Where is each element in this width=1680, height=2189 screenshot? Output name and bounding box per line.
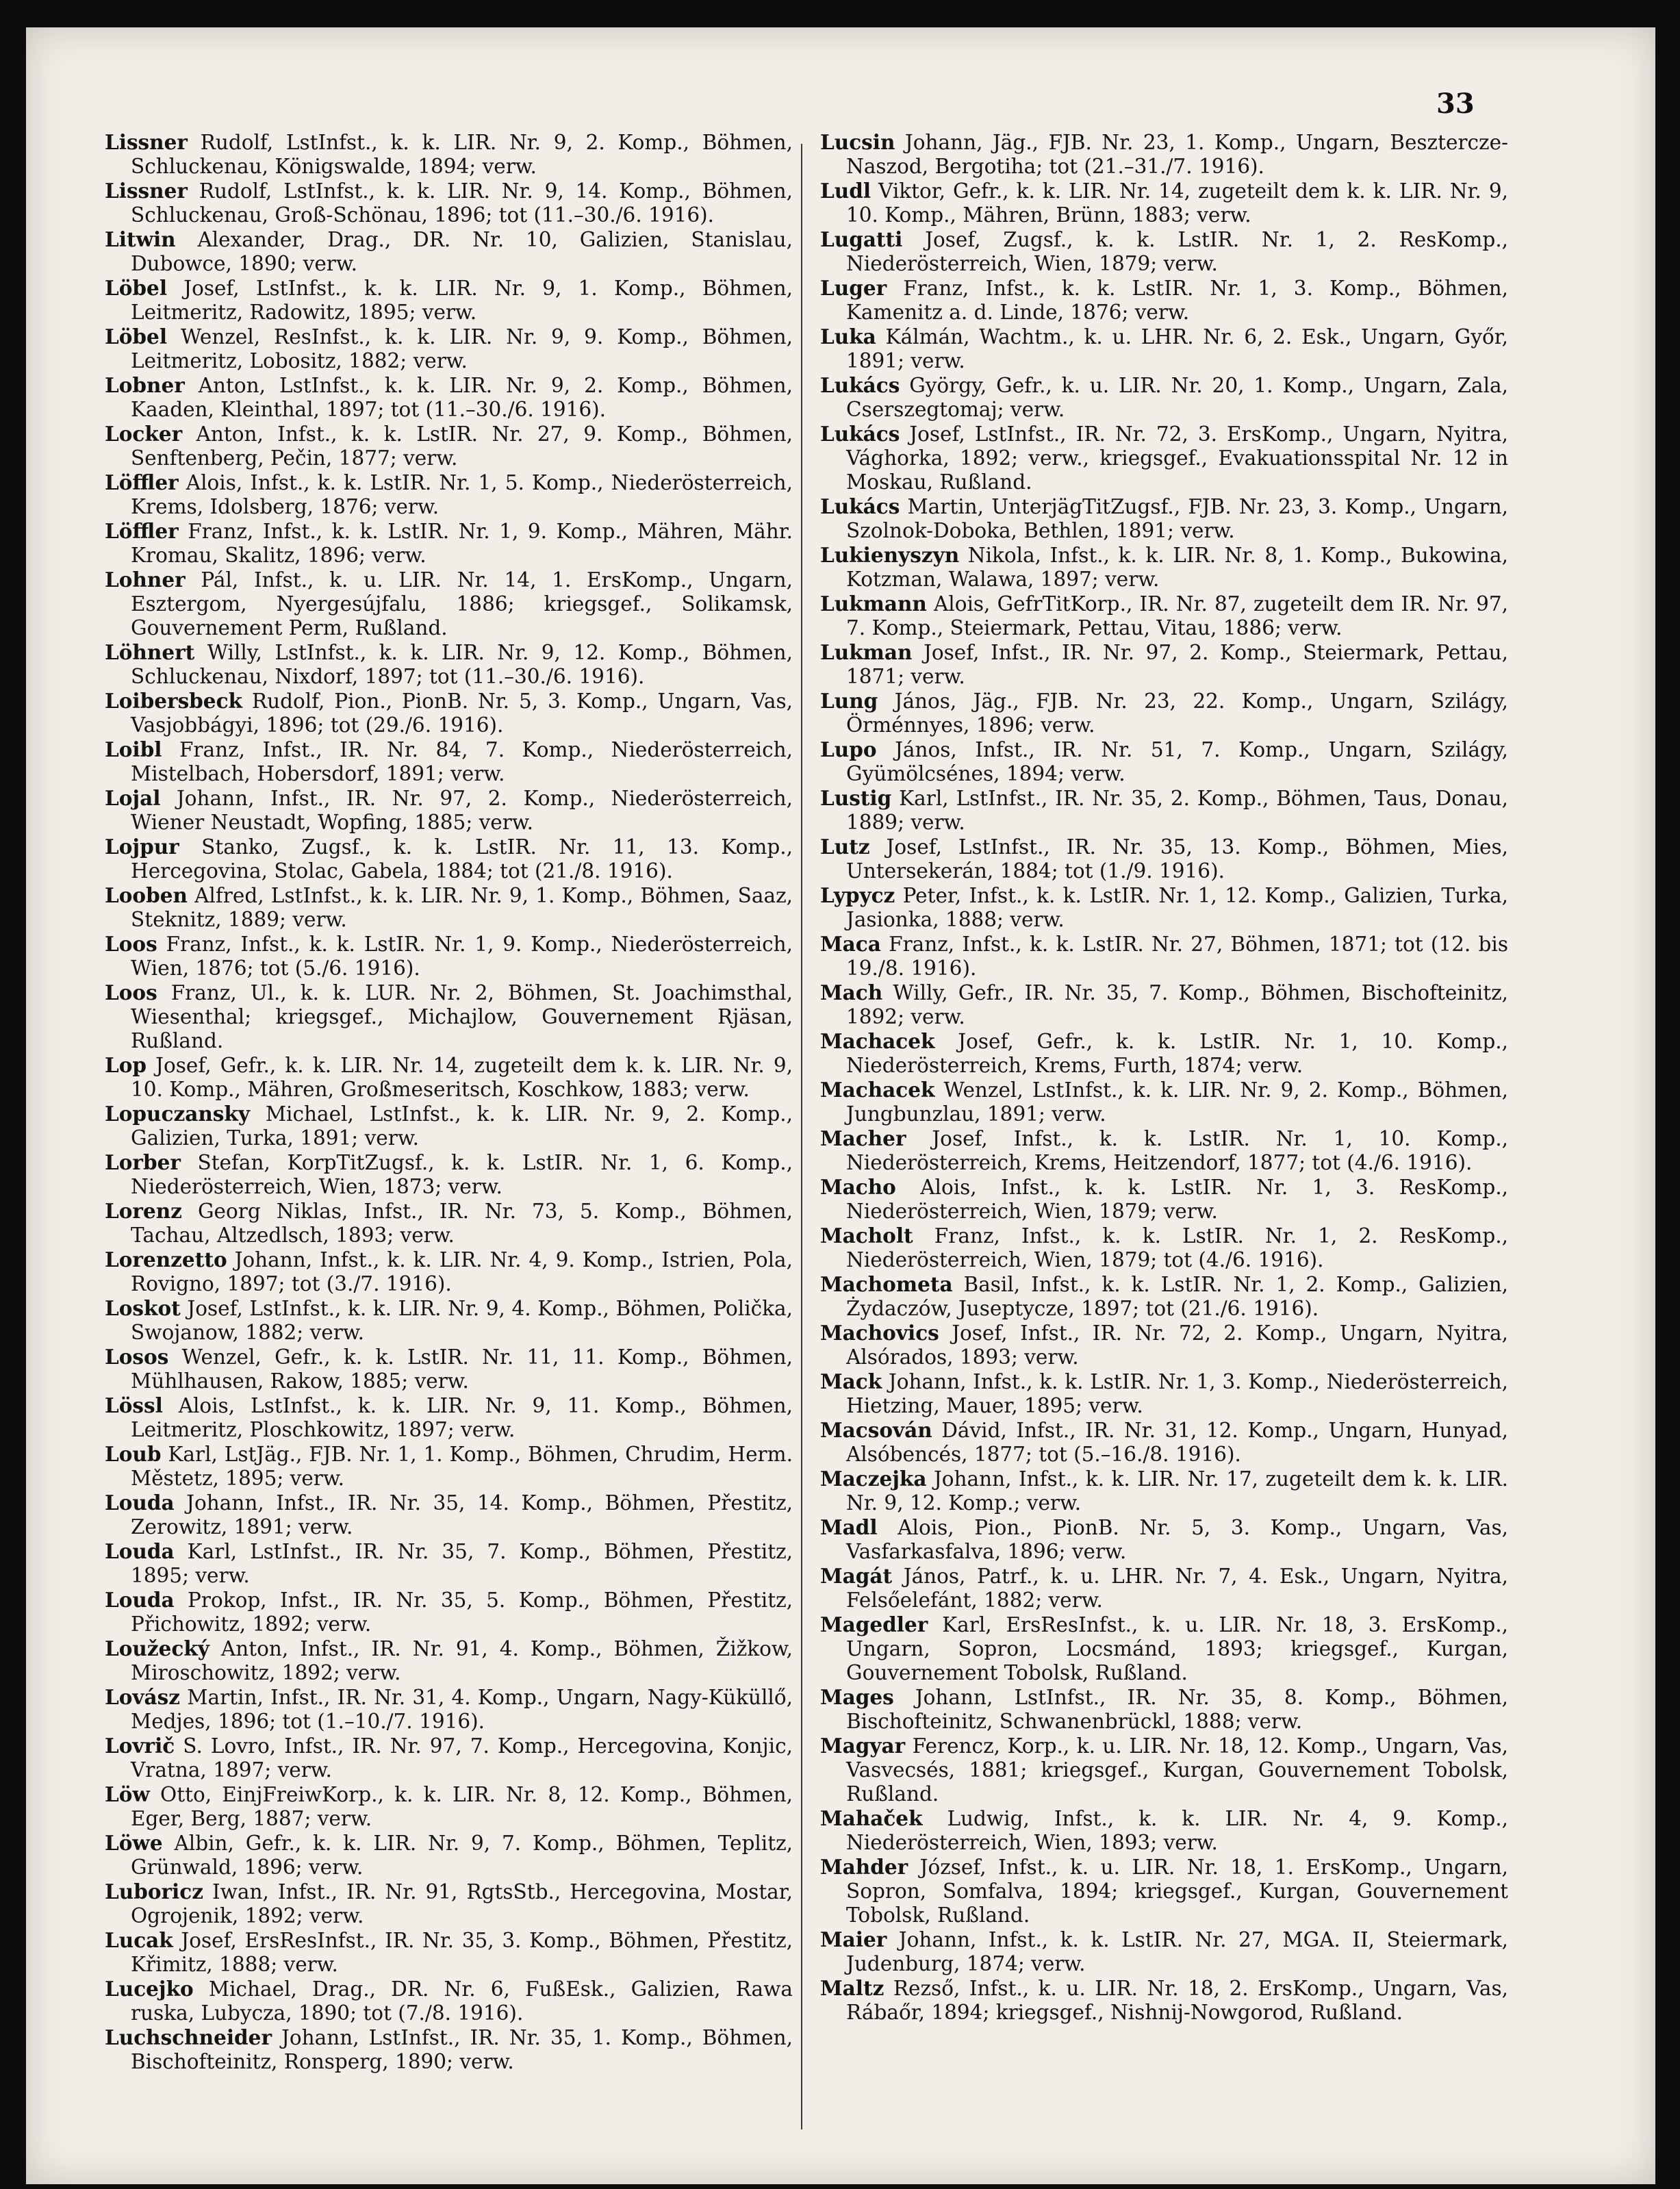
- entry-surname: Lucak: [105, 1928, 173, 1952]
- entry-details: Anton, Infst., k. k. LstIR. Nr. 27, 9. Komp., Böhmen, Senftenberg, Pečin, 1877; verw.: [131, 422, 793, 470]
- entry-details: Wenzel, ResInfst., k. k. LIR. Nr. 9, 9. Komp., Böhmen, Leitmeritz, Lobositz, 1882; verw.: [131, 325, 793, 372]
- entry-surname: Louda: [105, 1588, 175, 1612]
- entry-details: Peter, Infst., k. k. LstIR. Nr. 1, 12. Komp., Galizien, Turka, Jasionka, 1888; verw.: [846, 884, 1508, 931]
- casualty-entry: [820, 689, 1508, 737]
- entry-surname: Löffler: [105, 519, 179, 543]
- entry-details: Josef, Infst., IR. Nr. 97, 2. Komp., Steiermark, Pettau, 1871; verw.: [846, 641, 1508, 688]
- entry-details: Michael, Drag., DR. Nr. 6, FußEsk., Galizien, Rawa ruska, Lubycza, 1890; tot (7./8. 1916).: [131, 1977, 793, 2025]
- entry-details: Johann, Jäg., FJB. Nr. 23, 1. Komp., Ungarn, Besztercze-Naszod, Bergotiha; tot (21.–31./7. 1916).: [846, 131, 1508, 178]
- entry-details: Albin, Gefr., k. k. LIR. Nr. 9, 7. Komp., Böhmen, Teplitz, Grünwald, 1896; verw.: [131, 1832, 793, 1879]
- entry-details: Willy, Gefr., IR. Nr. 35, 7. Komp., Böhmen, Bischofteinitz, 1892; verw.: [846, 981, 1508, 1028]
- casualty-entry: [105, 1296, 793, 1345]
- right-column: [820, 130, 1508, 2025]
- entry-details: Johann, Infst., k. k. LIR. Nr. 17, zugeteilt dem k. k. LIR. Nr. 9, 12. Komp.; verw.: [846, 1467, 1508, 1515]
- entry-details: Josef, LstInfst., IR. Nr. 35, 13. Komp., Böhmen, Mies, Untersekerán, 1884; tot (1./9. 1916).: [846, 835, 1508, 883]
- entry-surname: Lorber: [105, 1150, 181, 1174]
- entry-details: János, Infst., IR. Nr. 51, 7. Komp., Ungarn, Szilágy, Gyümölcsénes, 1894; verw.: [846, 738, 1508, 785]
- entry-details: Stanko, Zugsf., k. k. LstIR. Nr. 11, 13. Komp., Hercegovina, Stolac, Gabela, 1884; tot (21./8. 1916).: [131, 835, 793, 883]
- entry-surname: Lukács: [820, 422, 900, 446]
- entry-details: Alfred, LstInfst., k. k. LIR. Nr. 9, 1. Komp., Böhmen, Saaz, Steknitz, 1889; verw.: [131, 884, 793, 931]
- entry-surname: Mahder: [820, 1855, 908, 1879]
- entry-surname: Lutz: [820, 835, 870, 859]
- casualty-entry: [105, 786, 793, 835]
- entry-details: Basil, Infst., k. k. LstIR. Nr. 1, 2. Komp., Galizien, Żydaczów, Juseptycze, 1897; tot (21./6. 1916).: [846, 1273, 1508, 1320]
- entry-details: Anton, LstInfst., k. k. LIR. Nr. 9, 2. Komp., Böhmen, Kaaden, Kleinthal, 1897; tot (11.–30./6. 1916).: [131, 374, 793, 421]
- casualty-entry: [820, 932, 1508, 980]
- entry-details: Josef, ErsResInfst., IR. Nr. 35, 3. Komp., Böhmen, Přestitz, Křimitz, 1888; verw.: [131, 1929, 793, 1976]
- casualty-entry: [820, 1685, 1508, 1734]
- entry-details: Johann, Infst., k. k. LIR. Nr. 4, 9. Komp., Istrien, Pola, Rovigno, 1897; tot (3./7. 1916).: [131, 1248, 793, 1295]
- entry-details: Franz, Infst., k. k. LstIR. Nr. 1, 2. ResKomp., Niederösterreich, Wien, 1879; tot (4./6. 1916).: [846, 1224, 1508, 1271]
- entry-surname: Maczejka: [820, 1467, 927, 1491]
- entry-surname: Luger: [820, 276, 887, 300]
- entry-details: Rezső, Infst., k. u. LIR. Nr. 18, 2. ErsKomp., Ungarn, Vas, Rábaőr, 1894; kriegsgef., Nishnij-Nowgorod, Rußland.: [846, 1977, 1508, 2024]
- entry-details: Alois, Infst., k. k. LstIR. Nr. 1, 5. Komp., Niederösterreich, Krems, Idolsberg, 1876; verw.: [131, 471, 793, 518]
- entry-details: József, Infst., k. u. LIR. Nr. 18, 1. ErsKomp., Ungarn, Sopron, Somfalva, 1894; kriegsgef., Kurgan, Gouvernement Tobolsk, Rußland.: [846, 1856, 1508, 1927]
- casualty-entry: [820, 1418, 1508, 1467]
- entry-surname: Macsován: [820, 1418, 932, 1442]
- entry-details: Franz, Infst., k. k. LstIR. Nr. 1, 3. Komp., Böhmen, Kamenitz a. d. Linde, 1876; verw.: [846, 277, 1508, 324]
- entry-details: Alois, GefrTitKorp., IR. Nr. 87, zugeteilt dem IR. Nr. 97, 7. Komp., Steiermark, Pettau, Vitau, 1886; verw.: [846, 592, 1508, 640]
- casualty-entry: [105, 1393, 793, 1442]
- casualty-entry: [105, 1248, 793, 1296]
- entry-details: Alois, LstInfst., k. k. LIR. Nr. 9, 11. Komp., Böhmen, Leitmeritz, Ploschkowitz, 1897; verw.: [131, 1394, 793, 1441]
- casualty-entry: [105, 568, 793, 640]
- entry-surname: Löbel: [105, 276, 168, 300]
- entry-details: Franz, Infst., k. k. LstIR. Nr. 27, Böhmen, 1871; tot (12. bis 19./8. 1916).: [846, 933, 1508, 980]
- casualty-entry: [820, 1734, 1508, 1806]
- entry-surname: Madl: [820, 1515, 878, 1539]
- casualty-entry: [105, 1199, 793, 1248]
- entry-details: Josef, LstInfst., IR. Nr. 72, 3. ErsKomp., Ungarn, Nyitra, Vághorka, 1892; verw., kriegsgef., Evakuationsspital Nr. 12 in Moskau, Rußland.: [846, 422, 1508, 494]
- entry-surname: Luboricz: [105, 1880, 203, 1903]
- casualty-entry: [105, 1831, 793, 1880]
- casualty-entry: [105, 1053, 793, 1102]
- casualty-entry: [105, 1928, 793, 1977]
- entry-details: S. Lovro, Infst., IR. Nr. 97, 7. Komp., Hercegovina, Konjic, Vratna, 1897; verw.: [131, 1734, 793, 1782]
- casualty-entry: [105, 932, 793, 980]
- entry-surname: Lobner: [105, 373, 185, 397]
- casualty-entry: [105, 179, 793, 227]
- casualty-entry: [820, 276, 1508, 325]
- entry-surname: Lung: [820, 689, 878, 713]
- casualty-entry: [820, 1976, 1508, 2025]
- casualty-entry: [820, 1467, 1508, 1515]
- casualty-entry: [105, 1539, 793, 1588]
- casualty-entry: [820, 835, 1508, 883]
- casualty-entry: [105, 1442, 793, 1491]
- entry-details: Karl, ErsResInfst., k. u. LIR. Nr. 18, 3. ErsKomp., Ungarn, Sopron, Locsmánd, 1893; kriegsgef., Kurgan, Gouvernement Tobolsk, Rußland.: [846, 1613, 1508, 1684]
- entry-surname: Mach: [820, 980, 883, 1004]
- entry-surname: Lugatti: [820, 227, 903, 251]
- entry-details: Kálmán, Wachtm., k. u. LHR. Nr. 6, 2. Esk., Ungarn, Győr, 1891; verw.: [846, 325, 1508, 372]
- entry-details: Josef, LstInfst., k. k. LIR. Nr. 9, 1. Komp., Böhmen, Leitmeritz, Radowitz, 1895; verw.: [131, 277, 793, 324]
- casualty-entry: [820, 737, 1508, 786]
- entry-surname: Luchschneider: [105, 2025, 272, 2049]
- entry-details: Martin, UnterjägTitZugsf., FJB. Nr. 23, 3. Komp., Ungarn, Szolnok-Doboka, Bethlen, 1891; verw.: [846, 495, 1508, 542]
- casualty-entry: [105, 276, 793, 325]
- entry-surname: Machacek: [820, 1029, 935, 1053]
- casualty-entry: [820, 980, 1508, 1029]
- entry-surname: Loibersbeck: [105, 689, 242, 713]
- entry-surname: Machovics: [820, 1321, 939, 1345]
- entry-details: János, Jäg., FJB. Nr. 23, 22. Komp., Ungarn, Szilágy, Örménnyes, 1896; verw.: [846, 689, 1508, 737]
- entry-details: Ludwig, Infst., k. k. LIR. Nr. 4, 9. Komp., Niederösterreich, Wien, 1893; verw.: [846, 1807, 1508, 1854]
- casualty-entry: [105, 640, 793, 689]
- entry-surname: Ludl: [820, 179, 871, 203]
- entry-details: Dávid, Infst., IR. Nr. 31, 12. Komp., Ungarn, Hunyad, Alsóbencés, 1877; tot (5.–16./8. 1916).: [846, 1419, 1508, 1466]
- entry-surname: Litwin: [105, 227, 176, 251]
- entry-surname: Luka: [820, 325, 876, 349]
- entry-surname: Loub: [105, 1442, 162, 1466]
- entry-surname: Lucejko: [105, 1977, 194, 2001]
- casualty-entry: [105, 1102, 793, 1150]
- entry-details: Johann, Infst., k. k. LstIR. Nr. 27, MGA. II, Steiermark, Judenburg, 1874; verw.: [846, 1928, 1508, 1975]
- entry-details: Johann, Infst., IR. Nr. 35, 14. Komp., Böhmen, Přestitz, Zerowitz, 1891; verw.: [131, 1491, 793, 1539]
- entry-details: Franz, Infst., k. k. LstIR. Nr. 1, 9. Komp., Niederösterreich, Wien, 1876; tot (5./6. 1916).: [131, 933, 793, 980]
- entry-surname: Loos: [105, 980, 157, 1004]
- entry-details: Johann, Infst., k. k. LstIR. Nr. 1, 3. Komp., Niederösterreich, Hietzing, Mauer, 1895; verw.: [846, 1370, 1508, 1417]
- entry-surname: Loskot: [105, 1296, 181, 1320]
- entry-details: Alois, Infst., k. k. LstIR. Nr. 1, 3. ResKomp., Niederösterreich, Wien, 1879; verw.: [846, 1176, 1508, 1223]
- casualty-entry: [820, 1515, 1508, 1564]
- entry-details: Karl, LstInfst., IR. Nr. 35, 7. Komp., Böhmen, Přestitz, 1895; verw.: [131, 1540, 793, 1587]
- entry-surname: Lorenz: [105, 1199, 182, 1223]
- entry-details: Karl, LstInfst., IR. Nr. 35, 2. Komp., Böhmen, Taus, Donau, 1889; verw.: [846, 787, 1508, 834]
- entry-surname: Lojpur: [105, 835, 179, 859]
- casualty-entry: [820, 1369, 1508, 1418]
- entry-details: Josef, Gefr., k. k. LstIR. Nr. 1, 10. Komp., Niederösterreich, Krems, Furth, 1874; verw.: [846, 1030, 1508, 1077]
- casualty-entry: [105, 373, 793, 422]
- entry-surname: Lorenzetto: [105, 1248, 227, 1271]
- entry-surname: Loibl: [105, 737, 162, 761]
- entry-surname: Macher: [820, 1126, 906, 1150]
- casualty-entry: [820, 1321, 1508, 1369]
- casualty-entry: [105, 1636, 793, 1685]
- casualty-entry: [820, 1078, 1508, 1126]
- entry-surname: Mahaček: [820, 1806, 923, 1830]
- entry-surname: Lustig: [820, 786, 892, 810]
- entry-details: Otto, EinjFreiwKorp., k. k. LIR. Nr. 8, 12. Komp., Böhmen, Eger, Berg, 1887; verw.: [131, 1783, 793, 1830]
- entry-surname: Lojal: [105, 786, 161, 810]
- entry-details: Johann, LstInfst., IR. Nr. 35, 1. Komp., Böhmen, Bischofteinitz, Ronsperg, 1890; verw.: [131, 2026, 793, 2073]
- casualty-entry: [105, 1588, 793, 1636]
- casualty-entry: [105, 422, 793, 470]
- casualty-entry: [105, 1491, 793, 1539]
- entry-details: Michael, LstInfst., k. k. LIR. Nr. 9, 2. Komp., Galizien, Turka, 1891; verw.: [131, 1102, 793, 1150]
- entry-details: Josef, Infst., IR. Nr. 72, 2. Komp., Ungarn, Nyitra, Alsórados, 1893; verw.: [846, 1321, 1508, 1369]
- entry-surname: Louda: [105, 1539, 175, 1563]
- casualty-entry: [820, 373, 1508, 422]
- casualty-entry: [820, 1029, 1508, 1078]
- entry-details: Wenzel, LstInfst., k. k. LIR. Nr. 9, 2. Komp., Böhmen, Jungbunzlau, 1891; verw.: [846, 1078, 1508, 1126]
- casualty-entry: [105, 1782, 793, 1831]
- entry-surname: Lissner: [105, 179, 188, 203]
- casualty-entry: [105, 227, 793, 276]
- page-number: 33: [1436, 88, 1475, 120]
- entry-details: Josef, Zugsf., k. k. LstIR. Nr. 1, 2. ResKomp., Niederösterreich, Wien, 1879; verw.: [846, 228, 1508, 275]
- entry-surname: Löw: [105, 1782, 150, 1806]
- entry-details: Rudolf, LstInfst., k. k. LIR. Nr. 9, 2. Komp., Böhmen, Schluckenau, Königswalde, 1894; verw.: [131, 131, 793, 178]
- casualty-entry: [105, 130, 793, 179]
- entry-surname: Lissner: [105, 130, 188, 154]
- entry-details: Nikola, Infst., k. k. LIR. Nr. 8, 1. Komp., Bukowina, Kotzman, Walawa, 1897; verw.: [846, 544, 1508, 591]
- entry-details: Rudolf, LstInfst., k. k. LIR. Nr. 9, 14. Komp., Böhmen, Schluckenau, Groß-Schönau, 1896; tot (11.–30./6. 1916).: [131, 179, 793, 227]
- casualty-entry: [820, 640, 1508, 689]
- casualty-entry: [820, 543, 1508, 592]
- casualty-entry: [105, 2025, 793, 2074]
- entry-surname: Mack: [820, 1369, 882, 1393]
- left-column: [105, 130, 793, 2074]
- entry-surname: Lukienyszyn: [820, 543, 960, 567]
- casualty-entry: [820, 786, 1508, 835]
- entry-details: Anton, Infst., IR. Nr. 91, 4. Komp., Böhmen, Žižkow, Miroschowitz, 1892; verw.: [131, 1637, 793, 1684]
- entry-details: Stefan, KorpTitZugsf., k. k. LstIR. Nr. 1, 6. Komp., Niederösterreich, Wien, 1873; verw.: [131, 1151, 793, 1198]
- casualty-entry: [105, 689, 793, 737]
- entry-surname: Maier: [820, 1927, 887, 1951]
- entry-surname: Magyar: [820, 1734, 906, 1758]
- entry-details: Josef, Gefr., k. k. LIR. Nr. 14, zugeteilt dem k. k. LIR. Nr. 9, 10. Komp., Mähren, Großmeseritsch, Koschkow, 1883; verw.: [131, 1054, 793, 1101]
- casualty-entry: [820, 1224, 1508, 1272]
- column-divider: [801, 144, 802, 2129]
- entry-surname: Loužecký: [105, 1636, 209, 1660]
- entry-surname: Macho: [820, 1175, 896, 1199]
- casualty-entry: [820, 325, 1508, 373]
- entry-surname: Löffler: [105, 470, 179, 494]
- entry-details: Willy, LstInfst., k. k. LIR. Nr. 9, 12. Komp., Böhmen, Schluckenau, Nixdorf, 1897; tot (11.–30./6. 1916).: [131, 641, 793, 688]
- entry-details: Josef, LstInfst., k. k. LIR. Nr. 9, 4. Komp., Böhmen, Polička, Swojanow, 1882; verw.: [131, 1297, 793, 1344]
- entry-surname: Lohner: [105, 568, 186, 592]
- casualty-entry: [820, 227, 1508, 276]
- entry-details: Martin, Infst., IR. Nr. 31, 4. Komp., Ungarn, Nagy-Küküllő, Medjes, 1896; tot (1.–10./7. 1916).: [131, 1686, 793, 1733]
- entry-details: Franz, Ul., k. k. LUR. Nr. 2, Böhmen, St. Joachimsthal, Wiesenthal; kriegsgef., Michajlow, Gouvernement Rjäsan, Rußland.: [131, 981, 793, 1052]
- entry-details: Iwan, Infst., IR. Nr. 91, RgtsStb., Hercegovina, Mostar, Ogrojenik, 1892; verw.: [131, 1880, 793, 1927]
- entry-details: Alexander, Drag., DR. Nr. 10, Galizien, Stanislau, Dubowce, 1890; verw.: [131, 228, 793, 275]
- entry-details: Viktor, Gefr., k. k. LIR. Nr. 14, zugeteilt dem k. k. LIR. Nr. 9, 10. Komp., Mähren, Brünn, 1883; verw.: [846, 179, 1508, 227]
- casualty-entry: [820, 1855, 1508, 1927]
- casualty-entry: [820, 494, 1508, 543]
- entry-surname: Lop: [105, 1053, 147, 1077]
- entry-surname: Lypycz: [820, 883, 895, 907]
- casualty-entry: [105, 980, 793, 1053]
- casualty-entry: [820, 1927, 1508, 1976]
- entry-surname: Lössl: [105, 1393, 163, 1417]
- entry-surname: Lucsin: [820, 130, 895, 154]
- entry-details: Josef, Infst., k. k. LstIR. Nr. 1, 10. Komp., Niederösterreich, Krems, Heitzendorf, 1877; tot (4./6. 1916).: [846, 1127, 1508, 1174]
- entry-details: Johann, LstInfst., IR. Nr. 35, 8. Komp., Böhmen, Bischofteinitz, Schwanenbrückl, 1888; verw.: [846, 1686, 1508, 1733]
- entry-surname: Mages: [820, 1685, 894, 1709]
- casualty-entry: [105, 1734, 793, 1782]
- entry-details: János, Patrf., k. u. LHR. Nr. 7, 4. Esk., Ungarn, Nyitra, Felsőelefánt, 1882; verw.: [846, 1565, 1508, 1612]
- entry-surname: Machometa: [820, 1272, 953, 1296]
- entry-surname: Löbel: [105, 325, 168, 349]
- casualty-entry: [820, 592, 1508, 640]
- entry-details: Ferencz, Korp., k. u. LIR. Nr. 18, 12. Komp., Ungarn, Vas, Vasvecsés, 1881; kriegsgef., Kurgan, Gouvernement Tobolsk, Rußland.: [846, 1734, 1508, 1806]
- entry-surname: Lovász: [105, 1685, 181, 1709]
- entry-details: Rudolf, Pion., PionB. Nr. 5, 3. Komp., Ungarn, Vas, Vasjobbágyi, 1896; tot (29./6. 1916).: [131, 689, 793, 737]
- entry-surname: Loos: [105, 932, 157, 956]
- entry-surname: Macholt: [820, 1224, 913, 1248]
- entry-surname: Losos: [105, 1345, 169, 1369]
- entry-surname: Machacek: [820, 1078, 935, 1102]
- entry-details: Franz, Infst., k. k. LstIR. Nr. 1, 9. Komp., Mähren, Mähr. Kromau, Skalitz, 1896; verw.: [131, 520, 793, 567]
- casualty-entry: [105, 1685, 793, 1734]
- entry-surname: Löhnert: [105, 640, 195, 664]
- casualty-entry: [105, 519, 793, 568]
- casualty-entry: [105, 737, 793, 786]
- casualty-entry: [820, 130, 1508, 179]
- entry-details: Alois, Pion., PionB. Nr. 5, 3. Komp., Ungarn, Vas, Vasfarkasfalva, 1896; verw.: [846, 1516, 1508, 1563]
- casualty-entry: [105, 1977, 793, 2025]
- entry-surname: Locker: [105, 422, 183, 446]
- entry-surname: Magát: [820, 1564, 893, 1588]
- entry-details: Franz, Infst., IR. Nr. 84, 7. Komp., Niederösterreich, Mistelbach, Hobersdorf, 1891; verw.: [131, 738, 793, 785]
- entry-surname: Lukman: [820, 640, 913, 664]
- entry-surname: Lopuczansky: [105, 1102, 250, 1126]
- entry-surname: Löwe: [105, 1831, 163, 1855]
- entry-details: Georg Niklas, Infst., IR. Nr. 73, 5. Komp., Böhmen, Tachau, Altzedlsch, 1893; verw.: [131, 1200, 793, 1247]
- casualty-entry: [105, 883, 793, 932]
- entry-surname: Lukács: [820, 494, 900, 518]
- casualty-entry: [820, 1564, 1508, 1612]
- casualty-entry: [820, 883, 1508, 932]
- entry-surname: Magedler: [820, 1612, 928, 1636]
- casualty-entry: [105, 1150, 793, 1199]
- entry-details: Karl, LstJäg., FJB. Nr. 1, 1. Komp., Böhmen, Chrudim, Herm. Městetz, 1895; verw.: [131, 1443, 793, 1490]
- entry-details: Wenzel, Gefr., k. k. LstIR. Nr. 11, 11. Komp., Böhmen, Mühlhausen, Rakow, 1885; verw.: [131, 1345, 793, 1393]
- casualty-entry: [105, 835, 793, 883]
- entry-details: Johann, Infst., IR. Nr. 97, 2. Komp., Niederösterreich, Wiener Neustadt, Wopfing, 1885; verw.: [131, 787, 793, 834]
- casualty-entry: [820, 1175, 1508, 1224]
- casualty-entry: [820, 1612, 1508, 1685]
- entry-details: Prokop, Infst., IR. Nr. 35, 5. Komp., Böhmen, Přestitz, Přichowitz, 1892; verw.: [131, 1589, 793, 1636]
- entry-surname: Maca: [820, 932, 881, 956]
- entry-surname: Lupo: [820, 737, 877, 761]
- entry-details: Pál, Infst., k. u. LIR. Nr. 14, 1. ErsKomp., Ungarn, Esztergom, Nyergesújfalu, 1886; kriegsgef., Solikamsk, Gouvernement Perm, Rußland.: [131, 568, 793, 640]
- entry-surname: Maltz: [820, 1976, 884, 2000]
- casualty-entry: [820, 179, 1508, 227]
- entry-surname: Looben: [105, 883, 188, 907]
- casualty-entry: [105, 470, 793, 519]
- casualty-entry: [820, 1272, 1508, 1321]
- casualty-entry: [105, 325, 793, 373]
- entry-surname: Lukmann: [820, 592, 927, 616]
- entry-details: György, Gefr., k. u. LIR. Nr. 20, 1. Komp., Ungarn, Zala, Cserszegtomaj; verw.: [846, 374, 1508, 421]
- scanned-page: [26, 27, 1655, 2184]
- entry-surname: Lukács: [820, 373, 900, 397]
- entry-surname: Louda: [105, 1491, 175, 1515]
- entry-surname: Lovrič: [105, 1734, 175, 1758]
- casualty-entry: [820, 422, 1508, 494]
- casualty-entry: [105, 1880, 793, 1928]
- casualty-entry: [105, 1345, 793, 1393]
- casualty-entry: [820, 1126, 1508, 1175]
- casualty-entry: [820, 1806, 1508, 1855]
